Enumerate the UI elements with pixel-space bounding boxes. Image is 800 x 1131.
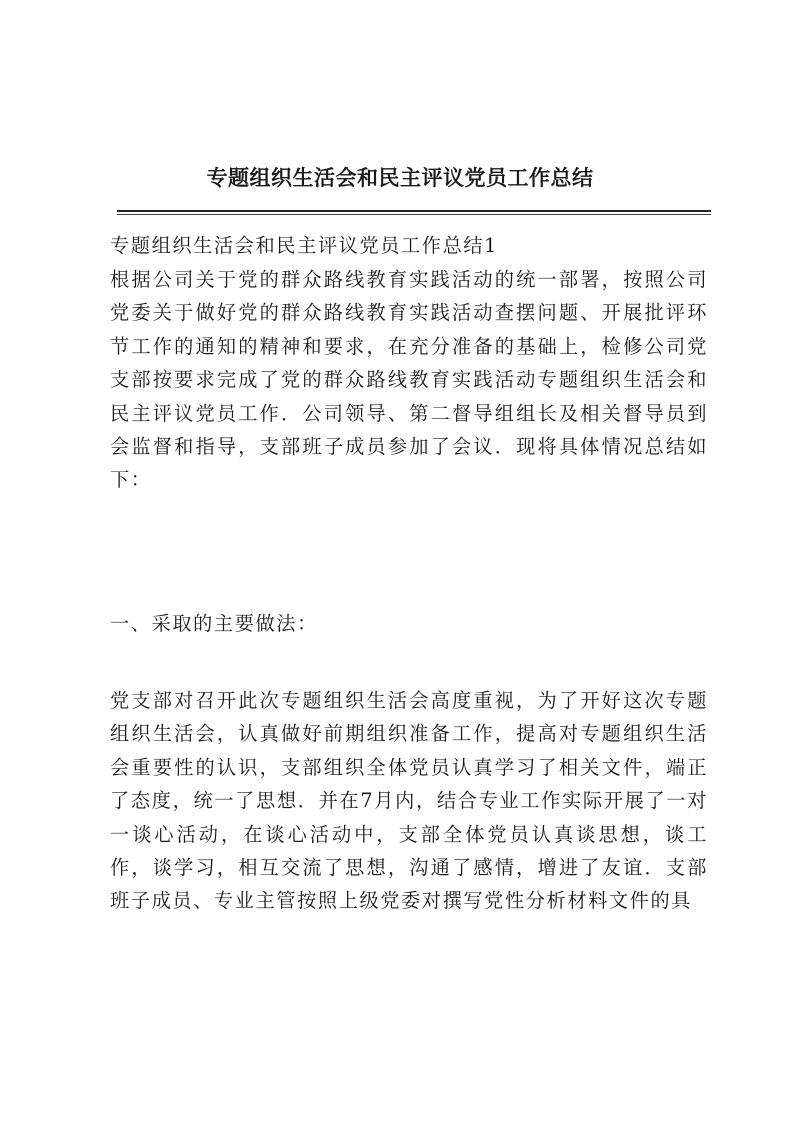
section-subtitle: 专题组织生活会和民主评议党员工作总结1 (110, 234, 498, 257)
section-heading: 一、采取的主要做法： (110, 612, 318, 635)
paragraph-practices: 党支部对召开此次专题组织生活会高度重视，为了开好这次专题组织生活会，认真做好前期组织准备工作，提高对专题组织生活会重要性的认识，支部组织全体党员认真学习了相关文件，端正了态度，统一了思想．并在7月内，结合专业工作实际开展了一对一谈心活动，在谈心活动中，支部全体党员认真谈思想，谈工作，谈学习，相互交流了思想，沟通了感情，增进了友谊．支部班子成员、专业主管按照上级党委对撰写党性分析材料文件的具 (110, 689, 708, 913)
title-divider (117, 210, 711, 212)
document-title: 专题组织生活会和民主评议党员工作总结 (206, 165, 594, 190)
paragraph-intro: 根据公司关于党的群众路线教育实践活动的统一部署，按照公司党委关于做好党的群众路线教育实践活动查摆问题、开展批评环节工作的通知的精神和要求，在充分准备的基础上，检修公司党支部按要求完成了党的群众路线教育实践活动专题组织生活会和民主评议党员工作．公司领导、第二督导组组长及相关督导员到会监督和指导，支部班子成员参加了会议．现将具体情况总结如下： (110, 268, 708, 492)
title-divider-thin (117, 214, 711, 215)
